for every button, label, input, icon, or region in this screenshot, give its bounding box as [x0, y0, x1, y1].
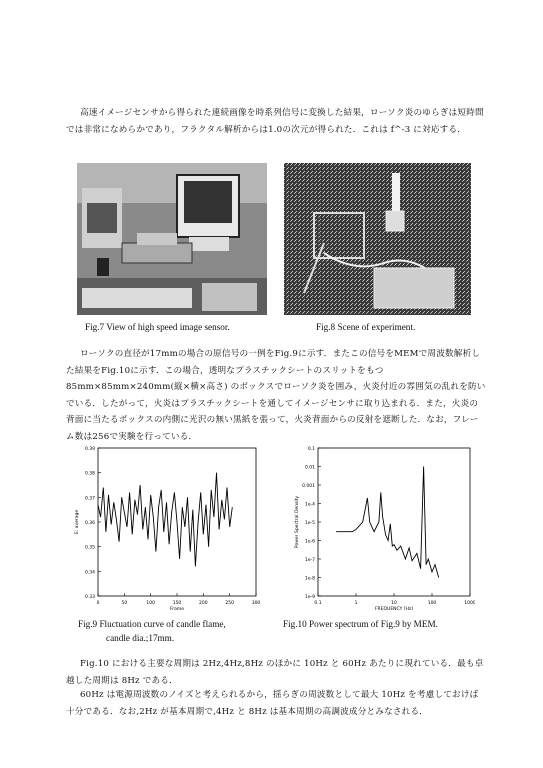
chart1-ytick-label: 0.39 [84, 447, 95, 452]
chart1-xtick-label: 0 [96, 601, 100, 606]
chart2-ytick-label: 0.1 [307, 447, 315, 452]
chart2-ytick-label: 1e-5 [304, 521, 315, 526]
chart1-ytick-label: 0.36 [84, 521, 95, 526]
paragraph-3-line2: 60Hz は電源周波数のノイズと考えられるから，揺らぎの周波数として最大 10Hz を考慮しておけば十分である．なお,2Hz が基本周期で,4Hz と 8Hz は基本周期の高調波成分とみなされる． [66, 690, 479, 717]
chart1-ylabel: E: average [75, 509, 80, 535]
chart2-xtick-label: 10 [391, 601, 397, 606]
chart2-xtick-label: 100 [427, 601, 437, 606]
chart1-ytick-label: 0.33 [84, 595, 95, 600]
experiment-scene-photo [284, 163, 471, 315]
fig7-caption: Fig.7 View of high speed image sensor. [85, 322, 230, 332]
fig10-caption: Fig.10 Power spectrum of Fig.9 by MEM. [283, 619, 438, 629]
chart1-series-line [98, 473, 232, 567]
chart1-ytick-label: 0.37 [84, 496, 95, 502]
chart2-xtick-label: 1 [354, 601, 358, 606]
chart1-xtick-label: 300 [251, 601, 260, 606]
fig8-caption: Fig.8 Scene of experiment. [316, 322, 416, 332]
chart1-ytick-label: 0.34 [84, 570, 95, 576]
power-spectrum-chart [290, 440, 475, 610]
chart2-series-line [336, 467, 439, 578]
chart2-xtick-label: 1000 [464, 601, 475, 606]
chart2-ytick-label: 1e-6 [304, 539, 315, 545]
chart2-ytick-label: 1e-4 [304, 502, 315, 508]
chart2-frame [318, 448, 470, 596]
paragraph-3-line1: Fig.10 における主要な周期は 2Hz,4Hz,8Hz のほかに 10Hz と 60Hz あたりに現れている．最も卓越した周期は 8Hz である． [66, 659, 484, 686]
chart2-ylabel: Power Spectral Density [295, 495, 300, 549]
chart2-xlabel: FREQUENCY [Hz] [374, 607, 414, 610]
chart1-xtick-label: 150 [172, 601, 182, 606]
chart2-ytick-label: 0.001 [302, 484, 315, 489]
chart2-ytick-label: 0.01 [304, 465, 315, 471]
paragraph-1: 高速イメージセンサから得られた連続画像を時系列信号に変換した結果，ローソク炎のゆらぎは短時間では非常になめらかであり，フラクタル解析からは1.0の次元が得られた．これは f^-3 に対応する． [66, 108, 484, 135]
chart1-ytick-label: 0.35 [84, 545, 95, 551]
chart2-ytick-label: 1e-7 [304, 558, 315, 563]
chart1-xtick-label: 100 [146, 601, 155, 606]
chart1-xtick-label: 50 [121, 601, 128, 606]
fig9-caption-line1: Fig.9 Fluctuation curve of candle flame, [78, 619, 226, 629]
chart2-ytick-label: 1e-8 [304, 576, 315, 582]
paragraph-2: ローソクの直径が17mmの場合の原信号の一例をFig.9に示す．またこの信号をMEMで周波数解析した結果をFig.10に示す．この場合，透明なプラスチックシートのスリットをもつ 85mm×85mm×240mm(縦×横×高さ) のボックスでローソク炎を囲み，火炎付近の雰囲気の乱れを防いでいる．したがって，火炎はプラスチックシートを通してイメージセンサに取り込まれる．また，火炎の背面に当たるボックスの内側に光沢の無い黒紙を張って，火炎背面からの反射を遮断した．なお，フレーム数は256で実験を行っている． [66, 349, 486, 442]
chart2-ytick-label: 1e-9 [304, 595, 315, 600]
chart1-ytick-label: 0.38 [84, 471, 95, 477]
chart1-xtick-label: 250 [225, 601, 234, 606]
chart2-xtick-label: 0.1 [314, 601, 322, 606]
chart1-xtick-label: 200 [199, 601, 208, 606]
fluctuation-curve-chart [70, 440, 260, 610]
fig9-caption-line2: candle dia.;17mm. [106, 633, 175, 643]
chart1-xlabel: Frame [169, 607, 185, 610]
high-speed-image-sensor-photo [77, 163, 267, 315]
